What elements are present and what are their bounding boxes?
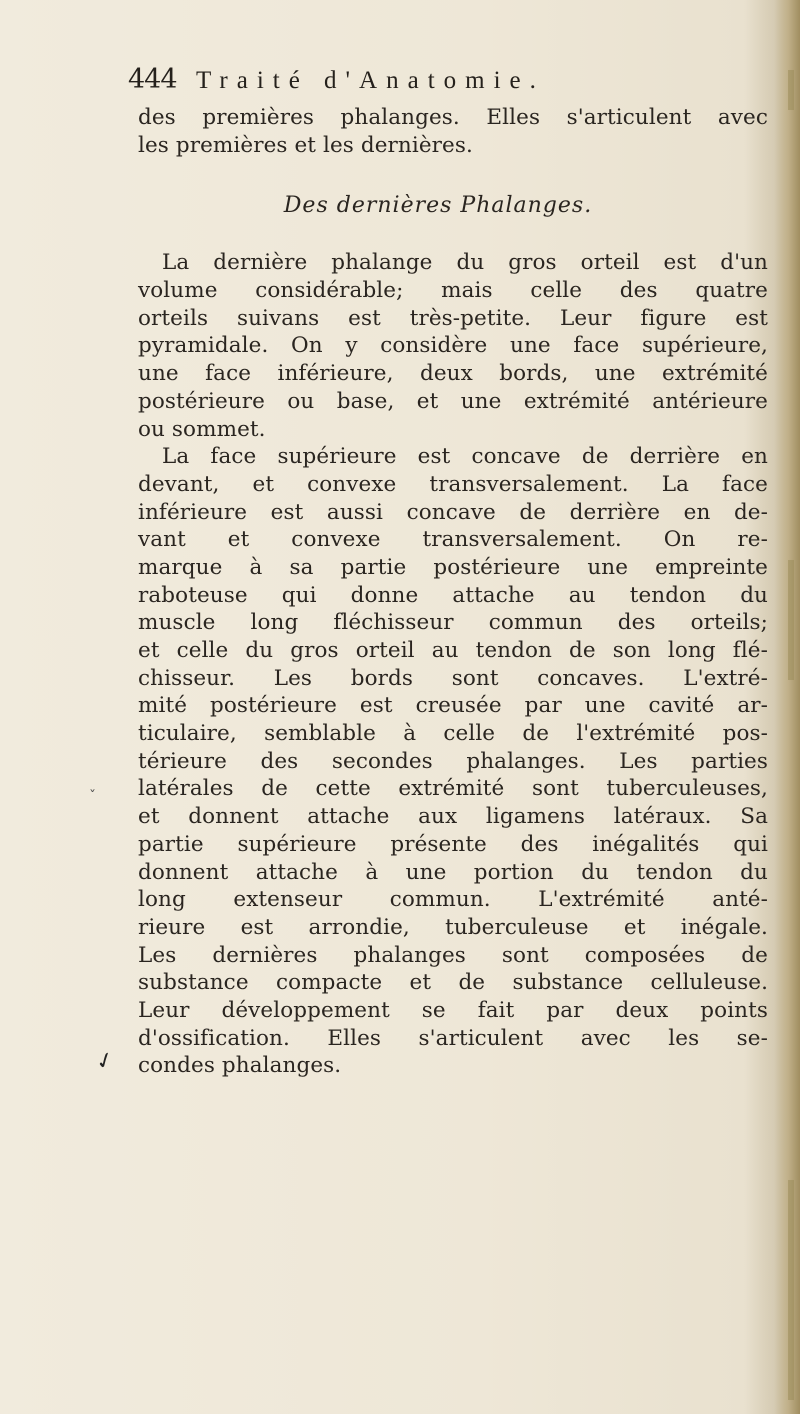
text-line: devant, et convexe transversalement. La face <box>138 471 768 497</box>
text-line: volume considérable; mais celle des quatre <box>138 278 768 304</box>
text-line: Leur développement se fait par deux points <box>138 997 768 1023</box>
edge-stain <box>788 1180 794 1400</box>
text-line: raboteuse qui donne attache au tendon du <box>138 582 768 608</box>
text-line: et celle du gros orteil au tendon de son long flé- <box>138 638 768 663</box>
text-line: La face supérieure est concave de derrière en <box>162 444 768 470</box>
text-line: partie supérieure présente des inégalités qui <box>138 831 768 857</box>
text-line: des premières phalanges. Elles s'articulent avec <box>138 105 768 130</box>
text-line: une face inférieure, deux bords, une extrémité <box>138 361 768 387</box>
text-line: ticulaire, semblable à celle de l'extrémité pos- <box>138 721 768 747</box>
text-line: La dernière phalange du gros orteil est d'un <box>162 250 768 276</box>
text-line: postérieure ou base, et une extrémité antérieure <box>138 388 768 414</box>
intro-paragraph <box>138 104 768 159</box>
section-title: Des dernières Phalanges. <box>283 193 593 219</box>
text-line: muscle long fléchisseur commun des orteils; <box>138 610 768 636</box>
text-line: condes phalanges. <box>138 1053 342 1079</box>
running-header <box>128 64 768 104</box>
text-line: marque à sa partie postérieure une empreinte <box>138 554 768 580</box>
text-line: d'ossification. Elles s'articulent avec les se- <box>138 1025 768 1051</box>
text-line: latérales de cette extrémité sont tuberculeuses, <box>138 776 768 802</box>
page-text <box>128 64 768 1080</box>
text-line: mité postérieure est creusée par une cavité ar- <box>138 693 768 719</box>
text-line: substance compacte et de substance celluleuse. <box>138 970 768 996</box>
text-line: long extenseur commun. L'extrémité anté- <box>138 887 768 913</box>
text-line: rieure est arrondie, tuberculeuse et inégale. <box>138 914 768 940</box>
paragraph-2 <box>138 443 768 1080</box>
paragraph-1 <box>138 249 768 443</box>
text-line: térieure des secondes phalanges. Les parties <box>138 748 768 774</box>
text-line: ou sommet. <box>138 416 266 442</box>
text-line: les premières et les dernières. <box>138 132 473 158</box>
running-title: Traité d'Anatomie. <box>196 67 545 94</box>
edge-stain <box>788 70 794 110</box>
margin-pen-mark: ✓ <box>92 1046 119 1077</box>
text-line: orteils suivans est très-petite. Leur figure est <box>138 305 768 331</box>
text-line: vant et convexe transversalement. On re- <box>138 527 768 553</box>
page-number: 444 <box>128 64 177 95</box>
margin-tick-mark: ˇ <box>89 789 96 805</box>
text-line: chisseur. Les bords sont concaves. L'extré- <box>138 665 768 691</box>
edge-stain <box>788 560 794 680</box>
text-line: inférieure est aussi concave de derrière en de- <box>138 499 768 525</box>
page-edge-shadow <box>774 0 800 1414</box>
text-line: Les dernières phalanges sont composées de <box>138 942 768 968</box>
text-line: donnent attache à une portion du tendon du <box>138 859 768 885</box>
text-line: pyramidale. On y considère une face supérieure, <box>138 333 768 359</box>
text-line: et donnent attache aux ligamens latéraux. Sa <box>138 804 768 830</box>
